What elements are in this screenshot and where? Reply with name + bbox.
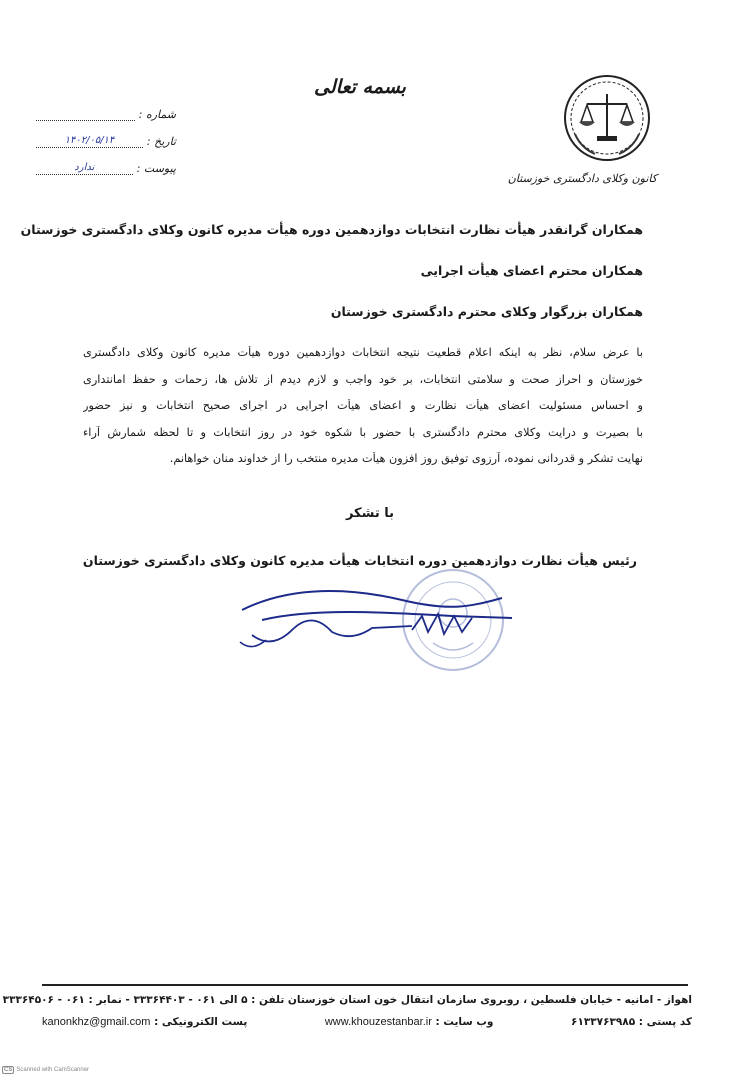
body-line: با عرض سلام، نظر به اینکه اعلام قطعیت نتیجه انتخابات دوازدهمین دوره هیأت مدیره کانون وکلای دادگستری [83, 346, 643, 359]
website [325, 1016, 494, 1028]
salutation-line: همکاران بزرگوار وکلای محترم دادگستری خوزستان [330, 304, 643, 319]
attachment-label: پیوست : [136, 162, 176, 175]
basmala-heading: بسمه تعالی [314, 76, 406, 98]
email-label: پست الکترونیکی : [154, 1016, 248, 1028]
website-link[interactable]: www.khouzestanbar.ir [324, 1016, 432, 1028]
date-label: تاریخ : [146, 135, 176, 148]
signer-title: رئیس هیأت نظارت دوازدهمین دوره انتخابات هیأت مدیره کانون وکلای دادگستری خوزستان [82, 553, 637, 568]
date-value: ۱۴۰۲/۰۵/۱۴ [36, 135, 143, 148]
scanner-watermark-text: Scanned with CamScanner [16, 1067, 90, 1073]
letter-meta [36, 94, 176, 175]
number-label: شماره : [138, 108, 176, 121]
letterhead-logo [507, 72, 657, 185]
body-line: نهایت تشکر و قدردانی نموده، آرزوی توفیق روز افزون هیأت مدیره منتخب را از خداوند منان خواهانم. [169, 452, 643, 465]
number-field [36, 94, 176, 121]
postal-code [571, 1016, 692, 1028]
email-link[interactable]: kanonkhz@gmail.com [42, 1016, 151, 1028]
body-line: و احساس مسئولیت اعضای هیأت نظارت و اعضای هیأت اجرایی در اجرای صحیح انتخابات و نیز حضور [83, 399, 643, 412]
number-value [36, 108, 135, 121]
organization-caption: کانون وکلای دادگستری خوزستان [507, 172, 657, 185]
footer-contacts [42, 1016, 692, 1028]
body-line: خوزستان و احراز صحت و سلامتی انتخابات، بر خود واجب و لازم دیدم از تلاش ها، زحمات و حفظ امانتداری [83, 372, 643, 386]
postal-code-value: ۶۱۳۳۷۶۳۹۸۵ [571, 1016, 636, 1028]
scanner-watermark [2, 1066, 89, 1074]
salutation-line: همکاران گرانقدر هیأت نظارت انتخابات دوازدهمین دوره هیأت مدیره کانون وکلای دادگستری خوزستان [20, 222, 643, 237]
attachment-value: ندارد [36, 162, 133, 175]
salutation-line: همکاران محترم اعضای هیأت اجرایی [420, 263, 643, 278]
scales-of-justice-emblem-icon [561, 72, 653, 164]
postal-code-label: کد پستی : [638, 1016, 692, 1028]
closing-phrase: با تشکر [345, 506, 395, 521]
email [42, 1016, 247, 1028]
footer-divider [42, 984, 688, 986]
website-label: وب سایت : [435, 1016, 494, 1028]
camscanner-icon: CS [4, 1067, 13, 1073]
attachment-field [36, 148, 176, 175]
date-field [36, 121, 176, 148]
footer-address: اهواز - امانیه - خیابان فلسطین ، روبروی سازمان انتقال خون استان خوزستان تلفن : ۵ الی ۰۶۱ - ۳۳۳۶۴۴۰۳ - نمابر : ۰۶۱ - ۳۳۳۶۴۵۰۶ [2, 994, 692, 1006]
letter-body [83, 346, 643, 479]
handwritten-signature-icon [232, 580, 522, 655]
body-line: با بصیرت و درایت وکلای محترم دادگستری با حضور با شکوه خود در روز انتخابات و تا لحظه شمارش آراء [83, 425, 643, 439]
